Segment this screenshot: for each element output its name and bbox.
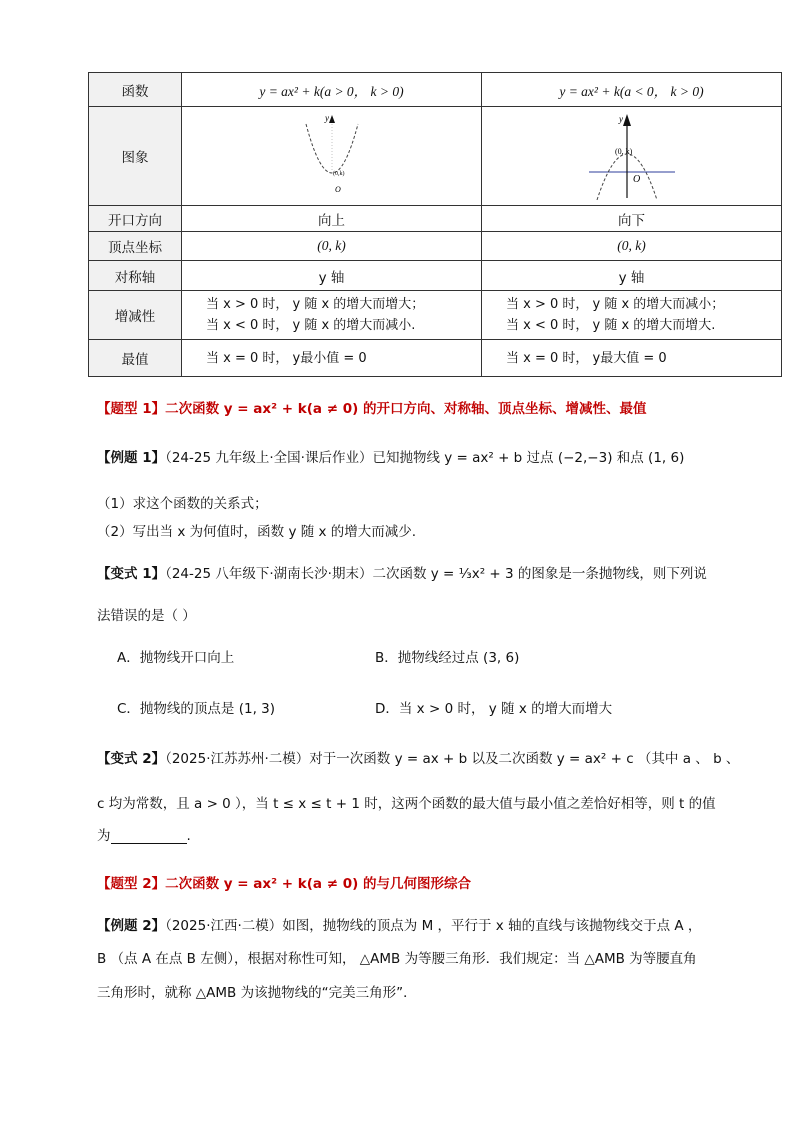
y-axis-arrow <box>329 115 335 123</box>
variant-1-text2: 法错误的是（ ） <box>97 608 196 624</box>
axis-pos: y 轴 <box>182 261 482 291</box>
graph-down-parabola <box>589 112 675 200</box>
variant-2-tag: 【变式 2】 <box>97 751 166 767</box>
row-header-extremum: 最值 <box>89 340 182 377</box>
y-axis-arrow <box>623 114 631 126</box>
example-2-tag: 【例题 2】 <box>97 918 166 934</box>
option-c: C．抛物线的顶点是 (1, 3) <box>117 701 276 717</box>
extremum-pos: 当 x = 0 时， y最小值 = 0 <box>182 340 482 377</box>
graph-up-parabola <box>300 112 364 200</box>
example-1 <box>97 446 684 466</box>
properties-table <box>88 72 782 377</box>
vertex-label: (0,k) <box>332 171 344 177</box>
origin-label: O <box>632 174 640 185</box>
example-1-q1: （1）求这个函数的关系式； <box>97 496 268 512</box>
row-header-vertex: 顶点坐标 <box>89 232 182 261</box>
monotonicity-neg-line2: 当 x < 0 时， y 随 x 的增大而增大. <box>506 318 716 333</box>
variant-1-text: （24-25 八年级下·湖南长沙·期末）二次函数 y = ⅓x² + 3 的图象是一条抛物线，则下列说 <box>165 566 707 582</box>
example-1-q2: （2）写出当 x 为何值时，函数 y 随 x 的增大而减少. <box>97 524 417 540</box>
opening-pos: 向上 <box>182 206 482 232</box>
opening-neg: 向下 <box>482 206 782 232</box>
example-2-text2: B （点 A 在点 B 左侧），根据对称性可知， △AMB 为等腰三角形．我们规定：当 △AMB 为等腰直角 <box>97 951 697 967</box>
monotonicity-neg <box>482 291 782 340</box>
section-1-title: 【题型 1】二次函数 y = ax² + k(a ≠ 0) 的开口方向、对称轴、顶点坐标、增减性、最值 <box>97 401 647 417</box>
vertex-pos: (0, k) <box>182 232 482 261</box>
option-a: A．抛物线开口向上 <box>117 650 235 666</box>
row-header-opening: 开口方向 <box>89 206 182 232</box>
example-1-text: （24-25 九年级上·全国·课后作业）已知抛物线 y = ax² + b 过点 (−2,−3) 和点 (1, 6) <box>165 450 685 466</box>
option-b: B．抛物线经过点 (3, 6) <box>375 650 520 666</box>
variant-2-text3: 为 . <box>97 828 191 844</box>
row-header-graph: 图象 <box>89 107 182 206</box>
axis-neg: y 轴 <box>482 261 782 291</box>
row-header-monotonicity: 增减性 <box>89 291 182 340</box>
example-2-text3: 三角形时，就称 △AMB 为该抛物线的“完美三角形”． <box>97 985 417 1001</box>
variant-2-text2: c 均为常数，且 a > 0 ），当 t ≤ x ≤ t + 1 时，这两个函数的最大值与最小值之差恰好相等，则 t 的值 <box>97 796 716 812</box>
vertex-label: (0, k) <box>614 147 632 156</box>
row-header-axis: 对称轴 <box>89 261 182 291</box>
vertex-neg: (0, k) <box>482 232 782 261</box>
graph-neg-cell <box>482 107 782 206</box>
y-axis-label: y <box>618 114 623 124</box>
variant-2 <box>97 747 739 767</box>
example-1-tag: 【例题 1】 <box>97 450 166 466</box>
extremum-neg: 当 x = 0 时， y最大值 = 0 <box>482 340 782 377</box>
monotonicity-pos-line1: 当 x > 0 时， y 随 x 的增大而增大； <box>206 297 425 312</box>
variant-1 <box>97 562 707 582</box>
answer-blank <box>111 829 187 844</box>
section-2-title: 【题型 2】二次函数 y = ax² + k(a ≠ 0) 的与几何图形综合 <box>97 876 471 892</box>
function-pos: y = ax² + k(a > 0， k > 0) <box>182 73 482 107</box>
monotonicity-neg-line1: 当 x > 0 时， y 随 x 的增大而减小； <box>506 297 725 312</box>
monotonicity-pos-line2: 当 x < 0 时， y 随 x 的增大而减小. <box>206 318 416 333</box>
variant-1-tag: 【变式 1】 <box>97 566 166 582</box>
example-2 <box>97 914 701 934</box>
function-neg: y = ax² + k(a < 0， k > 0) <box>482 73 782 107</box>
monotonicity-pos <box>182 291 482 340</box>
example-2-text: （2025·江西·二模）如图，抛物线的顶点为 M ，平行于 x 轴的直线与该抛物线交于点 A ， <box>165 918 702 934</box>
graph-pos-cell <box>182 107 482 206</box>
variant-2-text: （2025·江苏苏州·二模）对于一次函数 y = ax + b 以及二次函数 y = ax² + c （其中 a 、 b 、 <box>165 751 740 767</box>
origin-label: O <box>334 185 341 194</box>
y-axis-label: y <box>324 113 329 123</box>
row-header-function: 函数 <box>89 73 182 107</box>
option-d: D．当 x > 0 时， y 随 x 的增大而增大 <box>375 701 613 717</box>
